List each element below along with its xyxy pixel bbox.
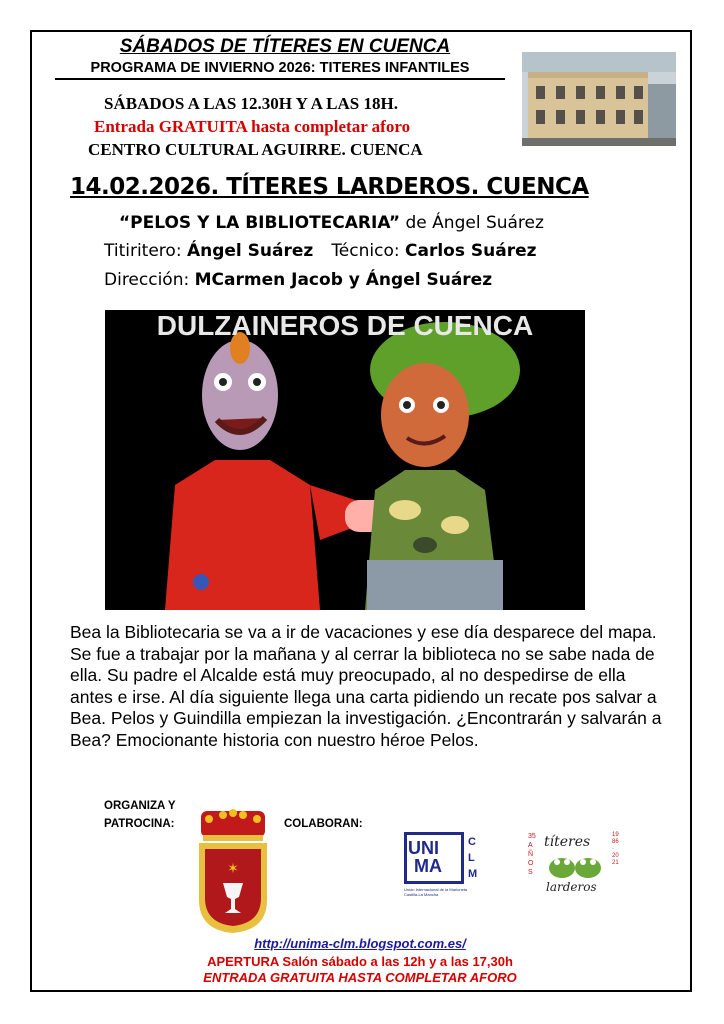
free-entry-footer: ENTRADA GRATUITA HASTA COMPLETAR AFORO bbox=[203, 970, 517, 985]
frogs-icon bbox=[546, 852, 604, 880]
technician-name: Carlos Suárez bbox=[405, 241, 537, 261]
svg-text:✶: ✶ bbox=[227, 861, 239, 877]
venue-building-photo bbox=[522, 52, 676, 146]
direction-label: Dirección: bbox=[104, 270, 195, 290]
organiza-label: ORGANIZA Y bbox=[104, 800, 176, 812]
photo-caption: DULZAINEROS DE CUENCA bbox=[156, 310, 534, 341]
unima-bottom-text: MA bbox=[414, 856, 442, 876]
venue-line: CENTRO CULTURAL AGUIRRE. CUENCA bbox=[88, 140, 423, 159]
unima-top-text: UNI bbox=[408, 838, 439, 858]
unima-side-text: CLM bbox=[468, 836, 478, 880]
city-coat-of-arms-logo bbox=[193, 805, 273, 935]
direction-line bbox=[104, 270, 492, 290]
schedule-line: SÁBADOS A LAS 12.30H Y A LAS 18H. bbox=[104, 94, 398, 113]
titeres-logo-word2: larderos bbox=[546, 880, 597, 894]
blog-link[interactable]: http://unima-clm.blogspot.com.es/ bbox=[254, 936, 466, 951]
titeres-larderos-logo bbox=[528, 832, 620, 902]
puppets-illustration bbox=[105, 310, 585, 610]
unima-clm-logo bbox=[404, 832, 482, 900]
puppeteer-label: Titiritero: bbox=[104, 241, 187, 261]
unima-caption: Unión Internacional de la Marioneta Castilla-La Mancha bbox=[404, 887, 468, 897]
titeres-dates-text: 1986 · 2021 bbox=[612, 832, 619, 866]
technician-label: Técnico: bbox=[331, 241, 405, 261]
opening-hours: APERTURA Salón sábado a las 12h y a las 17,30h bbox=[207, 954, 513, 969]
page-title: SÁBADOS DE TÍTERES EN CUENCA bbox=[119, 36, 451, 57]
play-title-line bbox=[119, 213, 544, 233]
free-entry-line: Entrada GRATUITA hasta completar aforo bbox=[94, 117, 411, 136]
play-author: de Ángel Suárez bbox=[400, 213, 544, 233]
puppets-photo bbox=[105, 310, 585, 610]
titeres-logo-word: títeres bbox=[544, 834, 591, 850]
colaboran-label: COLABORAN: bbox=[284, 818, 363, 830]
patrocina-label: PATROCINA: bbox=[104, 818, 175, 830]
event-description: Bea la Bibliotecaria se va a ir de vacaciones y ese día desparece del mapa. Se fue a trabajar por la mañana y al cerrar la biblioteca no se sabe nada de ella. Su padre el Alcalde está muy preocupado, al no despedirse de ella antes e irse. Al día siguiente llega una carta pidiendo un recate pos salvar a Bea. Pelos y Guindilla empiezan la investigación. ¿Encontrarán y salvarán a Bea? Emocionante historia con nuestro héroe Pelos. bbox=[70, 622, 662, 750]
direction-names: MCarmen Jacob y Ángel Suárez bbox=[194, 270, 493, 290]
titeres-years-text: 35 AÑOS bbox=[528, 833, 536, 876]
puppeteer-line bbox=[104, 241, 537, 261]
event-title: 14.02.2026. TÍTERES LARDEROS. CUENCA bbox=[70, 174, 589, 200]
program-subtitle: PROGRAMA DE INVIERNO 2026: TITERES INFANTILES bbox=[55, 60, 505, 80]
puppeteer-name: Ángel Suárez bbox=[186, 241, 314, 261]
play-title: “PELOS Y LA BIBLIOTECARIA” bbox=[119, 213, 401, 233]
